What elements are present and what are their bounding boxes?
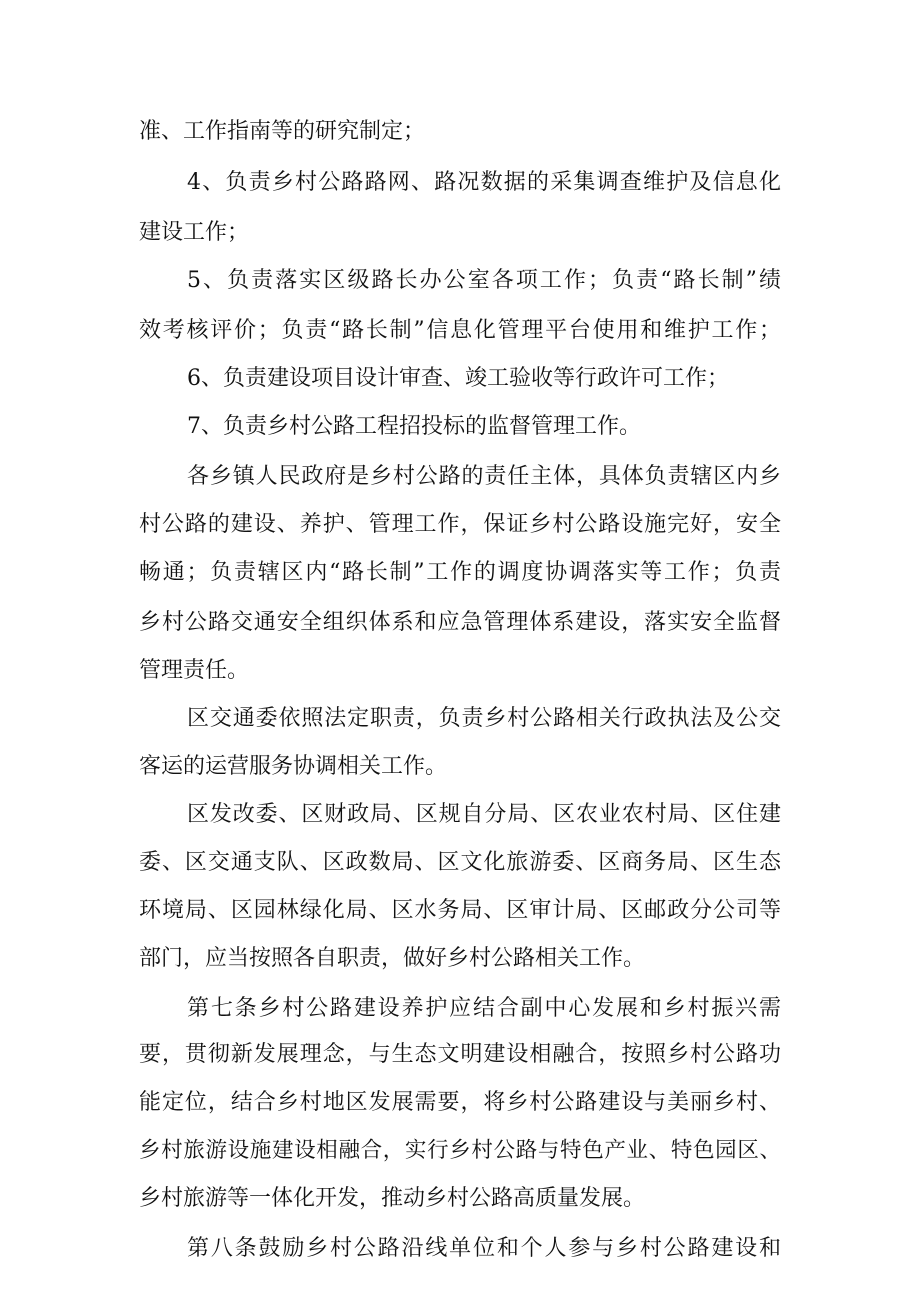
text-line: 要，贯彻新发展理念，与生态文明建设相融合，按照乡村公路功: [139, 1042, 781, 1067]
text-line: 管理责任。: [139, 658, 250, 683]
text-line: 第七条乡村公路建设养护应结合副中心发展和乡村振兴需: [187, 996, 781, 1021]
text-line: 部门，应当按照各自职责，做好乡村公路相关工作。: [139, 946, 646, 971]
text-line: 5、负责落实区级路长办公室各项工作；负责“路长制”绩: [187, 268, 781, 293]
text-line: 区发改委、区财政局、区规自分局、区农业农村局、区住建: [187, 802, 781, 827]
text-line: 各乡镇人民政府是乡村公路的责任主体，具体负责辖区内乡: [187, 464, 781, 489]
text-line: 乡村公路交通安全组织体系和应急管理体系建设，落实安全监督: [139, 610, 781, 635]
text-line: 6、负责建设项目设计审查、竣工验收等行政许可工作；: [187, 366, 729, 391]
text-line: 乡村旅游设施建设相融合，实行乡村公路与特色产业、特色园区、: [139, 1138, 781, 1163]
text-line: 第八条鼓励乡村公路沿线单位和个人参与乡村公路建设和: [187, 1236, 781, 1261]
text-line: 区交通委依照法定职责，负责乡村公路相关行政执法及公交: [187, 706, 781, 731]
text-line: 准、工作指南等的研究制定；: [139, 119, 426, 144]
text-line: 7、负责乡村公路工程招投标的监督管理工作。: [187, 414, 641, 439]
text-line: 客运的运营服务协调相关工作。: [139, 754, 448, 779]
text-line: 4、负责乡村公路路网、路况数据的采集调查维护及信息化: [187, 170, 781, 195]
text-line: 环境局、区园林绿化局、区水务局、区审计局、区邮政分公司等: [139, 898, 781, 923]
text-line: 委、区交通支队、区政数局、区文化旅游委、区商务局、区生态: [139, 850, 781, 875]
text-line: 能定位，结合乡村地区发展需要，将乡村公路建设与美丽乡村、: [139, 1090, 781, 1115]
text-line: 畅通；负责辖区内“路长制”工作的调度协调落实等工作；负责: [139, 560, 781, 585]
text-line: 建设工作；: [139, 220, 250, 245]
text-line: 效考核评价；负责“路长制”信息化管理平台使用和维护工作；: [139, 318, 781, 343]
text-line: 乡村旅游等一体化开发，推动乡村公路高质量发展。: [139, 1186, 646, 1211]
text-line: 村公路的建设、养护、管理工作，保证乡村公路设施完好，安全: [139, 512, 781, 537]
